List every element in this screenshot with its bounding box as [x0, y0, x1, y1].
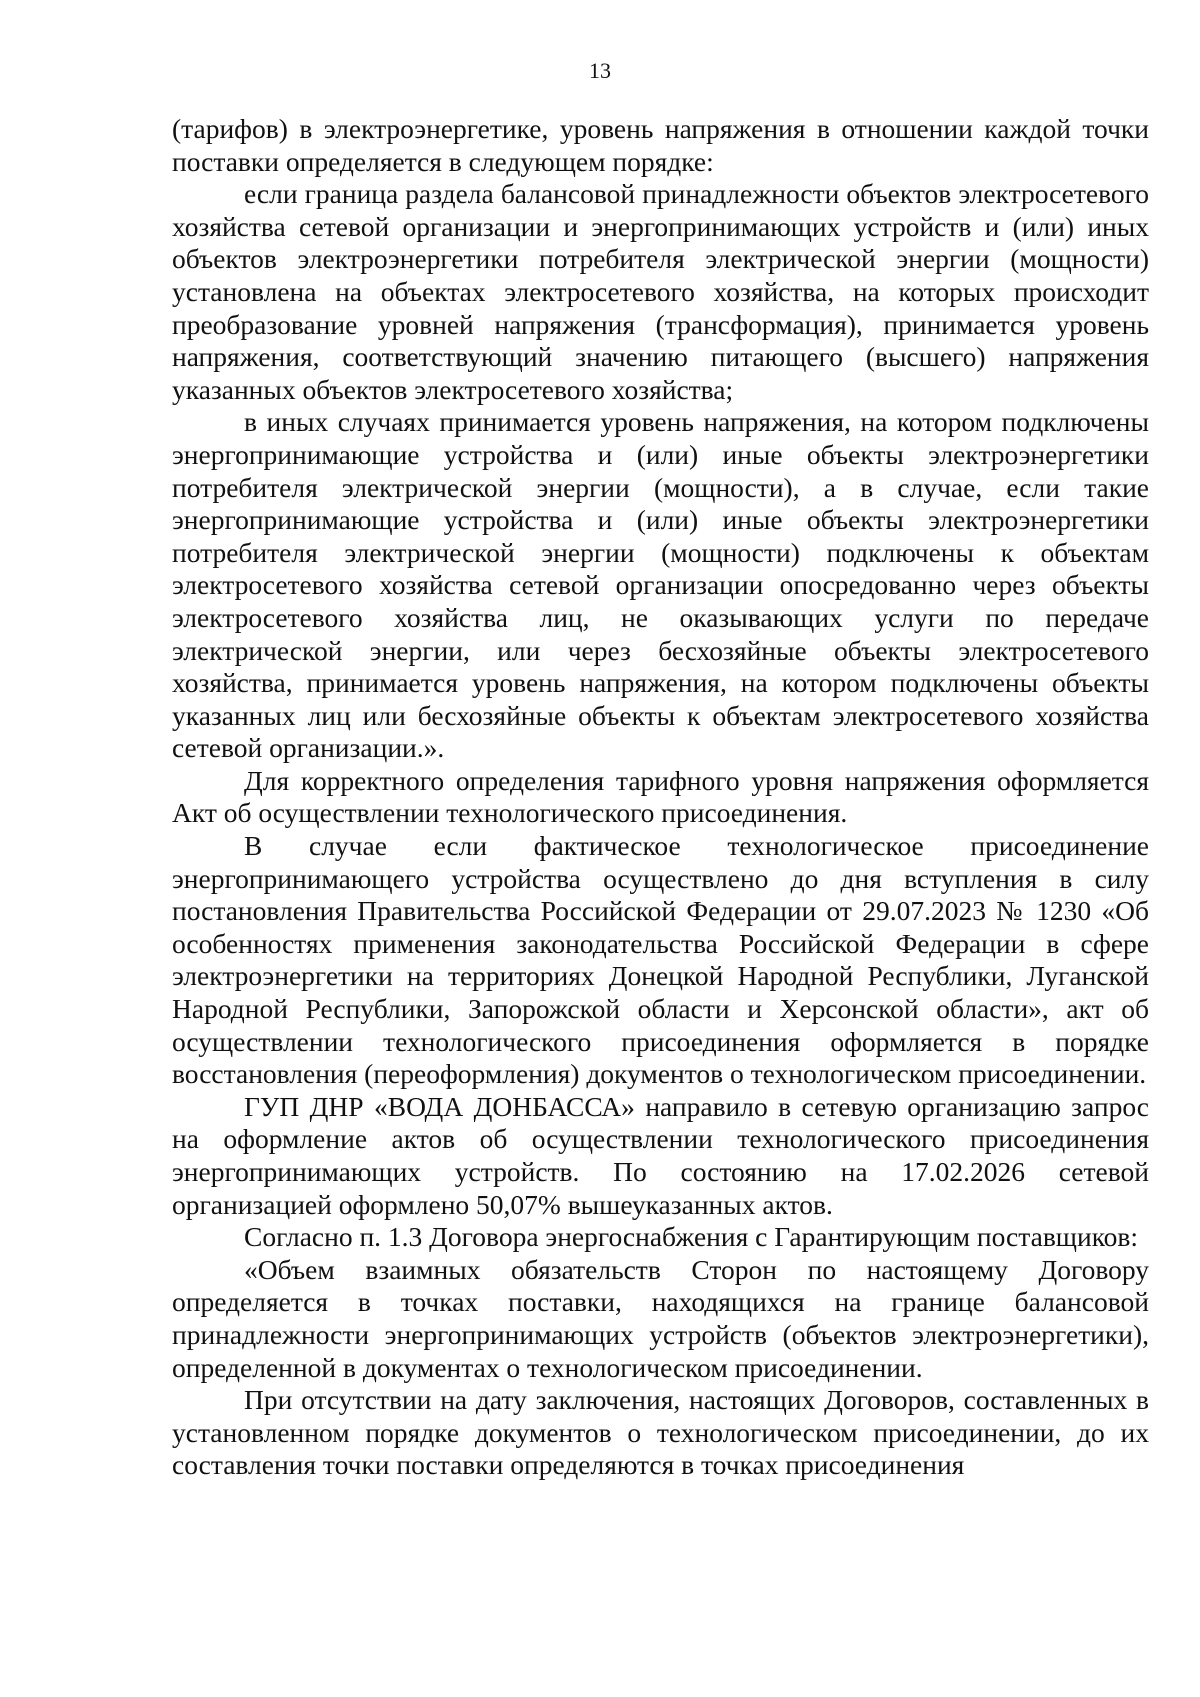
paragraph-continuation: (тарифов) в электроэнергетике, уровень напряжения в отношении каждой точки поставки определяется в следующем порядке:	[172, 113, 1149, 177]
paragraph-contract-clause: Согласно п. 1.3 Договора энергоснабжения с Гарантирующим поставщиков:	[244, 1221, 1139, 1253]
paragraph-absence-documents: При отсутствии на дату заключения, настоящих Договоров, составленных в установленном порядке документов о технологическом присоединении, до их составления точки поставки определяются в точках присоединения	[172, 1384, 1149, 1481]
paragraph-obligations-quote: «Объем взаимных обязательств Сторон по настоящему Договору определяется в точках поставки, находящихся на границе балансовой принадлежности энергопринимающих устройств (объектов электроэнергетики), определенной в документах о технологическом присоединении.	[172, 1253, 1149, 1383]
paragraph-balance-boundary: если граница раздела балансовой принадлежности объектов электросетевого хозяйства сетевой организации и энергопринимающих устройств и (или) иных объектов электроэнергетики потребителя электрической энергии (мощности) установлена на объектах электросетевого хозяйства, на которых происходит преобразование уровней напряжения (трансформация), принимается уровень напряжения, соответствующий значению питающего (высшего) напряжения указанных объектов электросетевого хозяйства;	[172, 178, 1149, 405]
paragraph-voda-donbassa: ГУП ДНР «ВОДА ДОНБАССА» направило в сетевую организацию запрос на оформление актов об осуществлении технологического присоединения энергопринимающих устройств. По состоянию на 17.02.2026 сетевой организацией оформлено 50,07% вышеуказанных актов.	[172, 1090, 1149, 1220]
page-number: 13	[589, 58, 611, 83]
paragraph-decree-1230: В случае если фактическое технологическое присоединение энергопринимающего устройства осуществлено до дня вступления в силу постановления Правительства Российской Федерации от 29.07.2023 № 1230 «Об особенностях применения законодательства Российской Федерации в сфере электроэнергетики на территориях Донецкой Народной Республики, Луганской Народной Республики, Запорожской области и Херсонской области», акт об осуществлении технологического присоединения оформляется в порядке восстановления (переоформления) документов о технологическом присоединении.	[172, 830, 1149, 1090]
paragraph-other-cases: в иных случаях принимается уровень напряжения, на котором подключены энергопринимающие устройства и (или) иные объекты электроэнергетики потребителя электрической энергии (мощности), а в случае, если такие энергопринимающие устройства и (или) иные объекты электроэнергетики потребителя электрической энергии (мощности) подключены к объектам электросетевого хозяйства сетевой организации опосредованно через объекты электросетевого хозяйства лиц, не оказывающих услуги по передаче электрической энергии, или через бесхозяйные объекты электросетевого хозяйства, принимается уровень напряжения, на котором подключены объекты указанных лиц или бесхозяйные объекты к объектам электросетевого хозяйства сетевой организации.».	[172, 406, 1149, 764]
paragraph-voltage-act: Для корректного определения тарифного уровня напряжения оформляется Акт об осуществлении технологического присоединения.	[172, 764, 1149, 829]
document-body	[172, 113, 1149, 1482]
